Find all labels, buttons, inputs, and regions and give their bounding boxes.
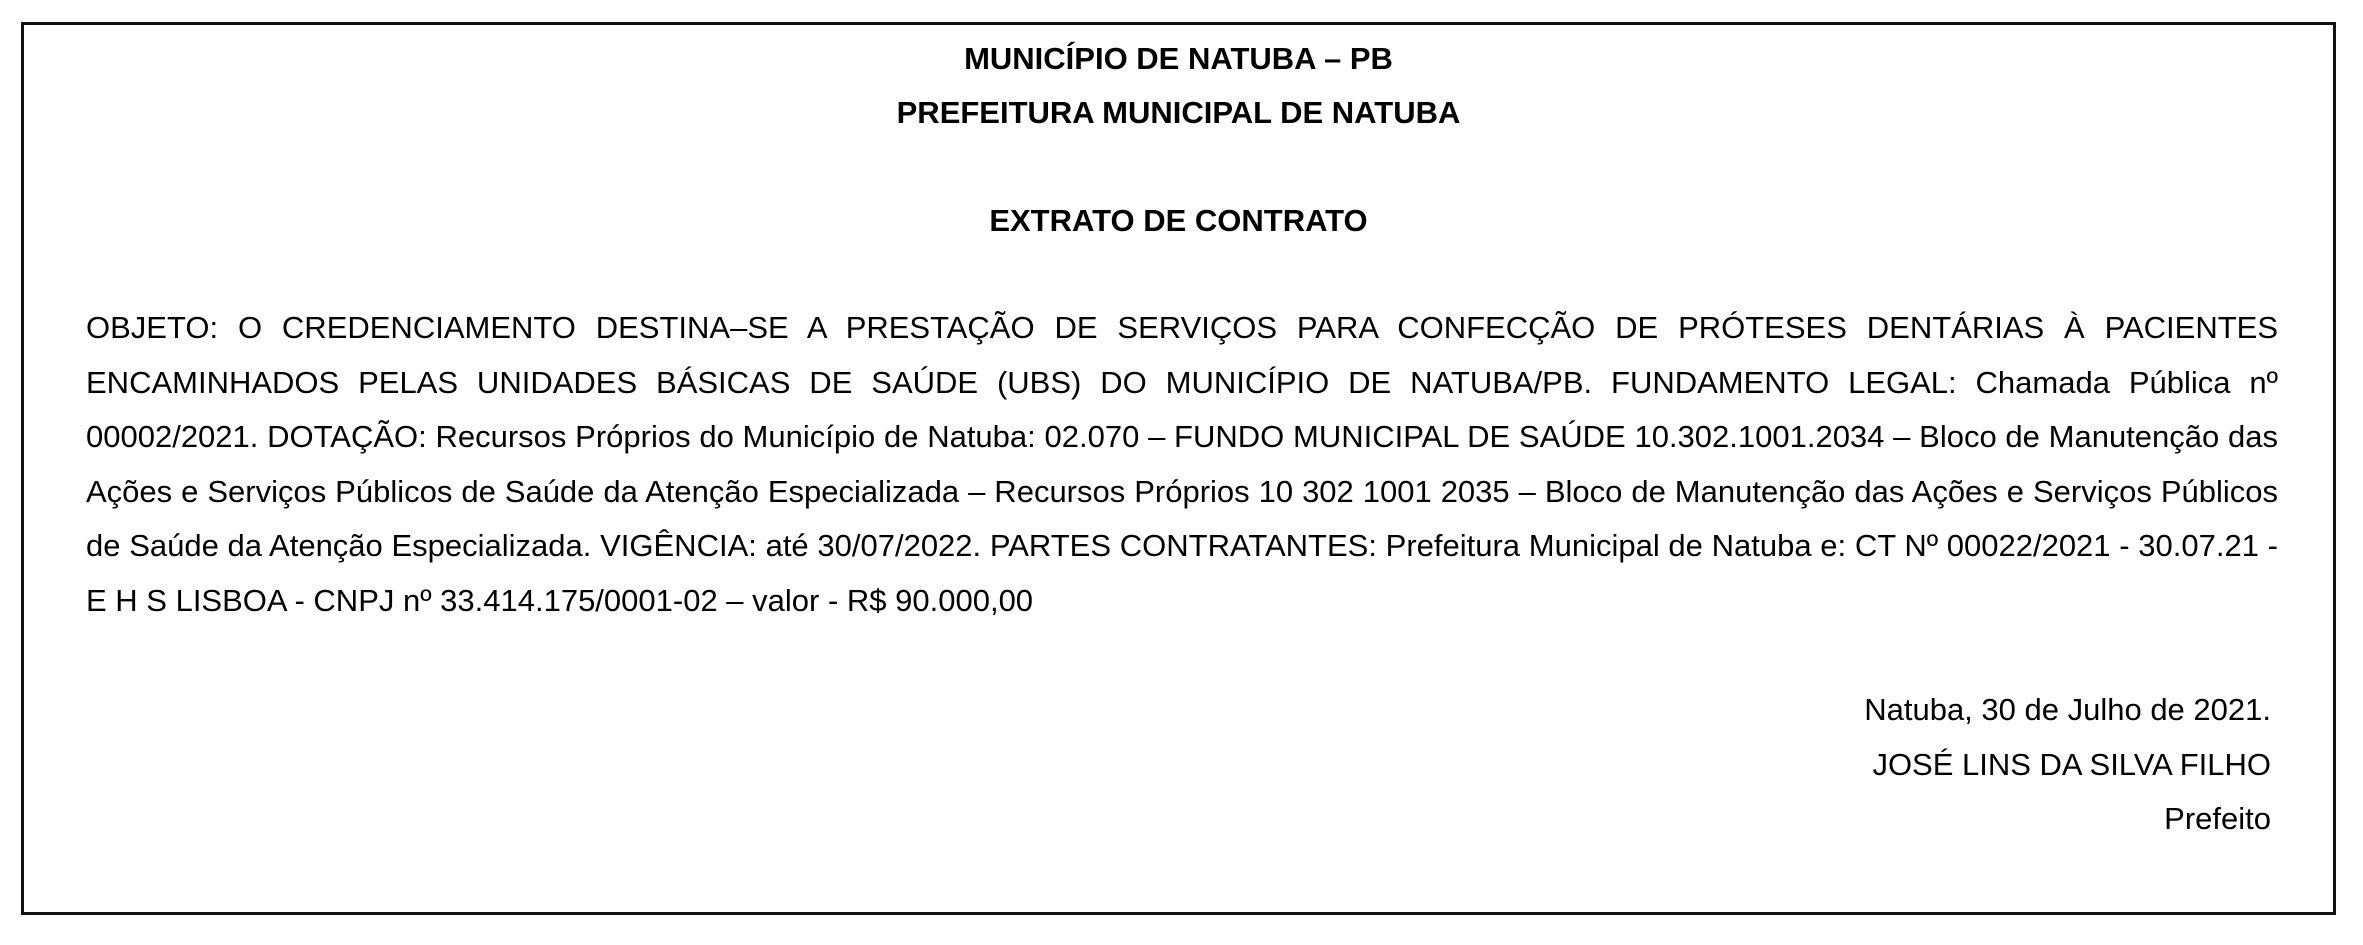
prefecture-heading: PREFEITURA MUNICIPAL DE NATUBA (896, 95, 1461, 130)
contract-body-text: OBJETO: O CREDENCIAMENTO DESTINA–SE A PRESTAÇÃO DE SERVIÇOS PARA CONFECÇÃO DE PRÓTESES DENTÁRIAS À PACIENTES ENCAMINHADOS PELAS UNIDADES BÁSICAS DE SAÚDE (UBS) DO MUNICÍPIO DE NATUBA/PB. FUNDAMENTO LEGAL: Chamada Pública nº 00002/2021. DOTAÇÃO: Recursos Próprios do Município de Natuba: 02.070 – FUNDO MUNICIPAL DE SAÚDE 10.302.1001.2034 – Bloco de Manutenção das Ações e Serviços Públicos de Saúde da Atenção Especializada – Recursos Próprios 10 302 1001 2035 – Bloco de Manutenção das Ações e Serviços Públicos de Saúde da Atenção Especializada. VIGÊNCIA: até 30/07/2022. PARTES CONTRATANTES: Prefeitura Municipal de Natuba e: CT Nº 00022/2021 - 30.07.21 - E H S LISBOA - CNPJ nº 33.414.175/0001-02 – valor - R$ 90.000,00 (86, 310, 2278, 618)
signatory-name: JOSÉ LINS DA SILVA FILHO (1872, 746, 2271, 782)
signature-place-date: Natuba, 30 de Julho de 2021. (1864, 692, 2271, 727)
municipality-heading: MUNICÍPIO DE NATUBA – PB (964, 41, 1393, 76)
document-frame (21, 22, 2336, 915)
signatory-role: Prefeito (2164, 801, 2271, 837)
signature-block (1864, 683, 2271, 847)
document-title: EXTRATO DE CONTRATO (989, 203, 1368, 238)
